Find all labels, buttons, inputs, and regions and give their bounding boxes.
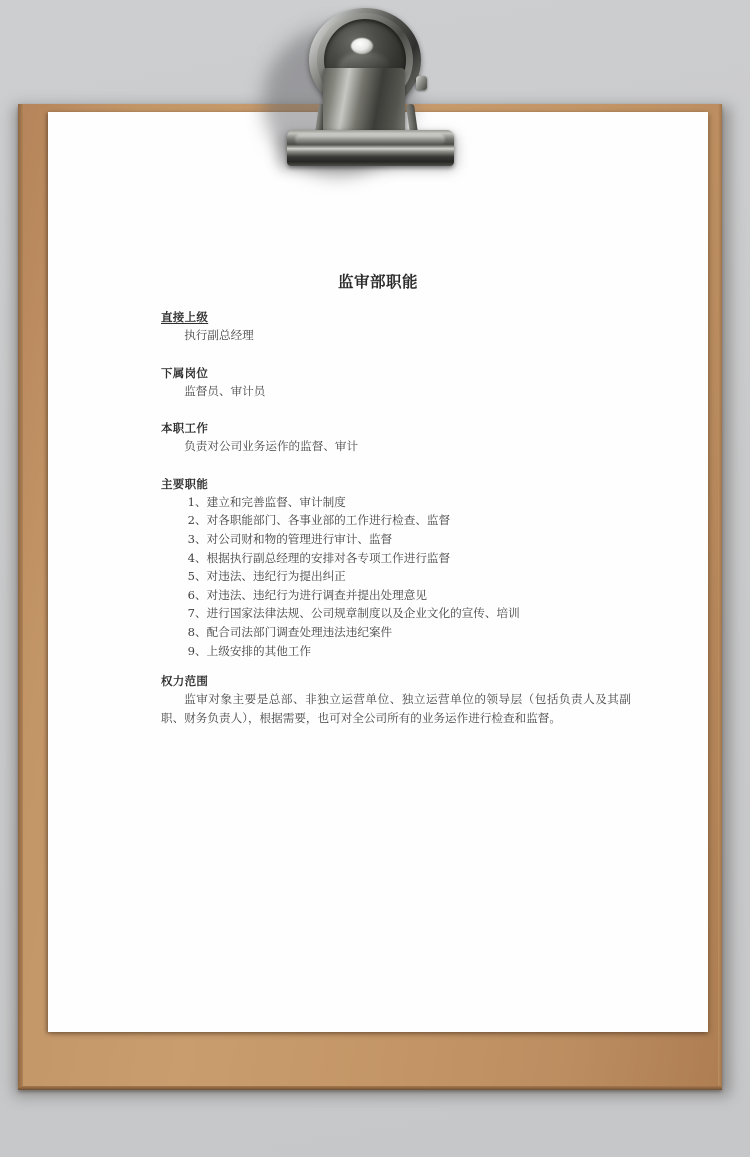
main-functions-list [161,493,631,660]
section-primary-duty [161,419,631,456]
spacer [161,458,631,475]
main-function-item: 8、配合司法部门调查处理违法违纪案件 [187,624,393,639]
clip-barrel-highlight [351,38,373,54]
document-paper [48,112,708,1032]
main-function-item: 3、对公司财和物的管理进行审计、监督 [187,531,393,546]
section-body-direct-supervisor: 执行副总经理 [184,328,254,342]
main-function-item: 6、对违法、违纪行为进行调查并提出处理意见 [187,587,427,602]
board-left-bevel [18,104,23,1090]
main-function-item: 1、建立和完善监督、审计制度 [187,494,346,509]
section-heading-main-functions: 主要职能 [161,476,209,491]
bulldog-clip [281,8,469,170]
spacer [161,662,631,672]
section-main-functions [161,475,631,660]
main-function-item: 7、进行国家法律法规、公司规章制度以及企业文化的宣传、培训 [187,606,520,621]
board-right-bevel [718,104,722,1090]
section-body-authority-scope: 监审对象主要是总部、非独立运营单位、独立运营单位的领导层（包括负责人及其副职、财务负责人），根据需要，也可对全公司所有的业务运作进行检查和监督。 [161,692,631,726]
spacer [161,347,631,364]
main-function-item: 5、对违法、违纪行为提出纠正 [187,569,346,584]
section-subordinate-positions [161,364,631,401]
section-heading-authority-scope: 权力范围 [161,674,209,689]
main-function-item: 4、根据执行副总经理的安排对各专项工作进行监督 [187,550,451,565]
section-heading-primary-duty: 本职工作 [161,421,209,436]
spacer [161,402,631,419]
section-heading-subordinate-positions: 下属岗位 [161,365,209,380]
main-function-item: 2、对各职能部门、各事业部的工作进行检查、监督 [187,513,451,528]
clip-bar-gloss [295,134,445,145]
document-title: 监审部职能 [337,273,418,291]
main-function-item: 9、上级安排的其他工作 [187,643,311,658]
section-authority-scope [161,672,631,728]
section-direct-supervisor [161,308,631,345]
section-body-primary-duty: 负责对公司业务运作的监督、审计 [184,439,359,454]
document-body [161,308,631,730]
clip-pivot-knob [416,76,427,90]
document-content [48,112,708,1032]
board-bottom-bevel [18,1086,722,1090]
section-heading-direct-supervisor: 直接上级 [161,310,209,324]
section-body-subordinate-positions: 监督员、审计员 [184,383,266,398]
